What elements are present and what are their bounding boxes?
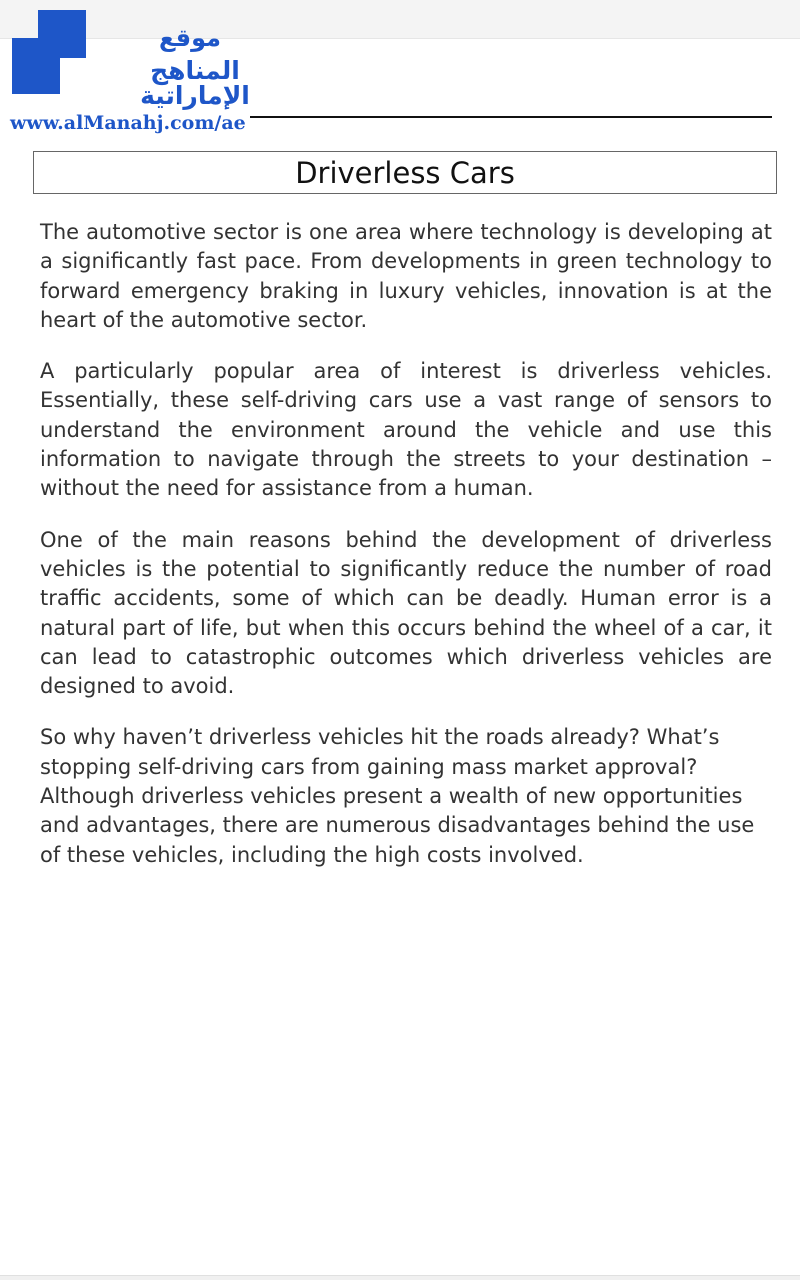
document-body bbox=[40, 218, 772, 892]
almanahj-logo-icon bbox=[12, 10, 86, 94]
site-url: www.alManahj.com/ae bbox=[10, 114, 250, 133]
document-title: Driverless Cars bbox=[295, 155, 515, 190]
paragraph-2: A particularly popular area of interest is driverless vehicles. Essentially, these self-driving cars use a vast range of sensors to understand the environment around the vehicle and use this information to navigate through the streets to your destination – without the need for assistance from a human. bbox=[40, 359, 772, 501]
bottom-strip bbox=[0, 1275, 800, 1280]
top-toolbar-strip bbox=[0, 0, 800, 39]
paragraph-3: One of the main reasons behind the development of driverless vehicles is the potential to significantly reduce the number of road traffic accidents, some of which can be deadly. Human error is a natural part of life, but when this occurs behind the wheel of a car, it can lead to catastrophic outcomes which driverless vehicles are designed to avoid. bbox=[40, 527, 772, 699]
paragraph-4: So why haven’t driverless vehicles hit the roads already? What’s stopping self-driving cars from gaining mass market approval? Although driverless vehicles present a wealth of new opportunities and advantages, there are numerous disadvantages behind the use of these vehicles, including the high costs involved. bbox=[40, 725, 755, 867]
title-box bbox=[33, 151, 777, 194]
logo-text-line1: موقع bbox=[158, 24, 221, 52]
paragraph-1: The automotive sector is one area where technology is developing at a significantly fast pace. From developments in green technology to forward emergency braking in luxury vehicles, innovation is at the heart of the automotive sector. bbox=[40, 220, 772, 332]
logo-square-bottom bbox=[12, 38, 60, 94]
logo-text-line2: المناهج الإماراتية bbox=[140, 56, 250, 110]
